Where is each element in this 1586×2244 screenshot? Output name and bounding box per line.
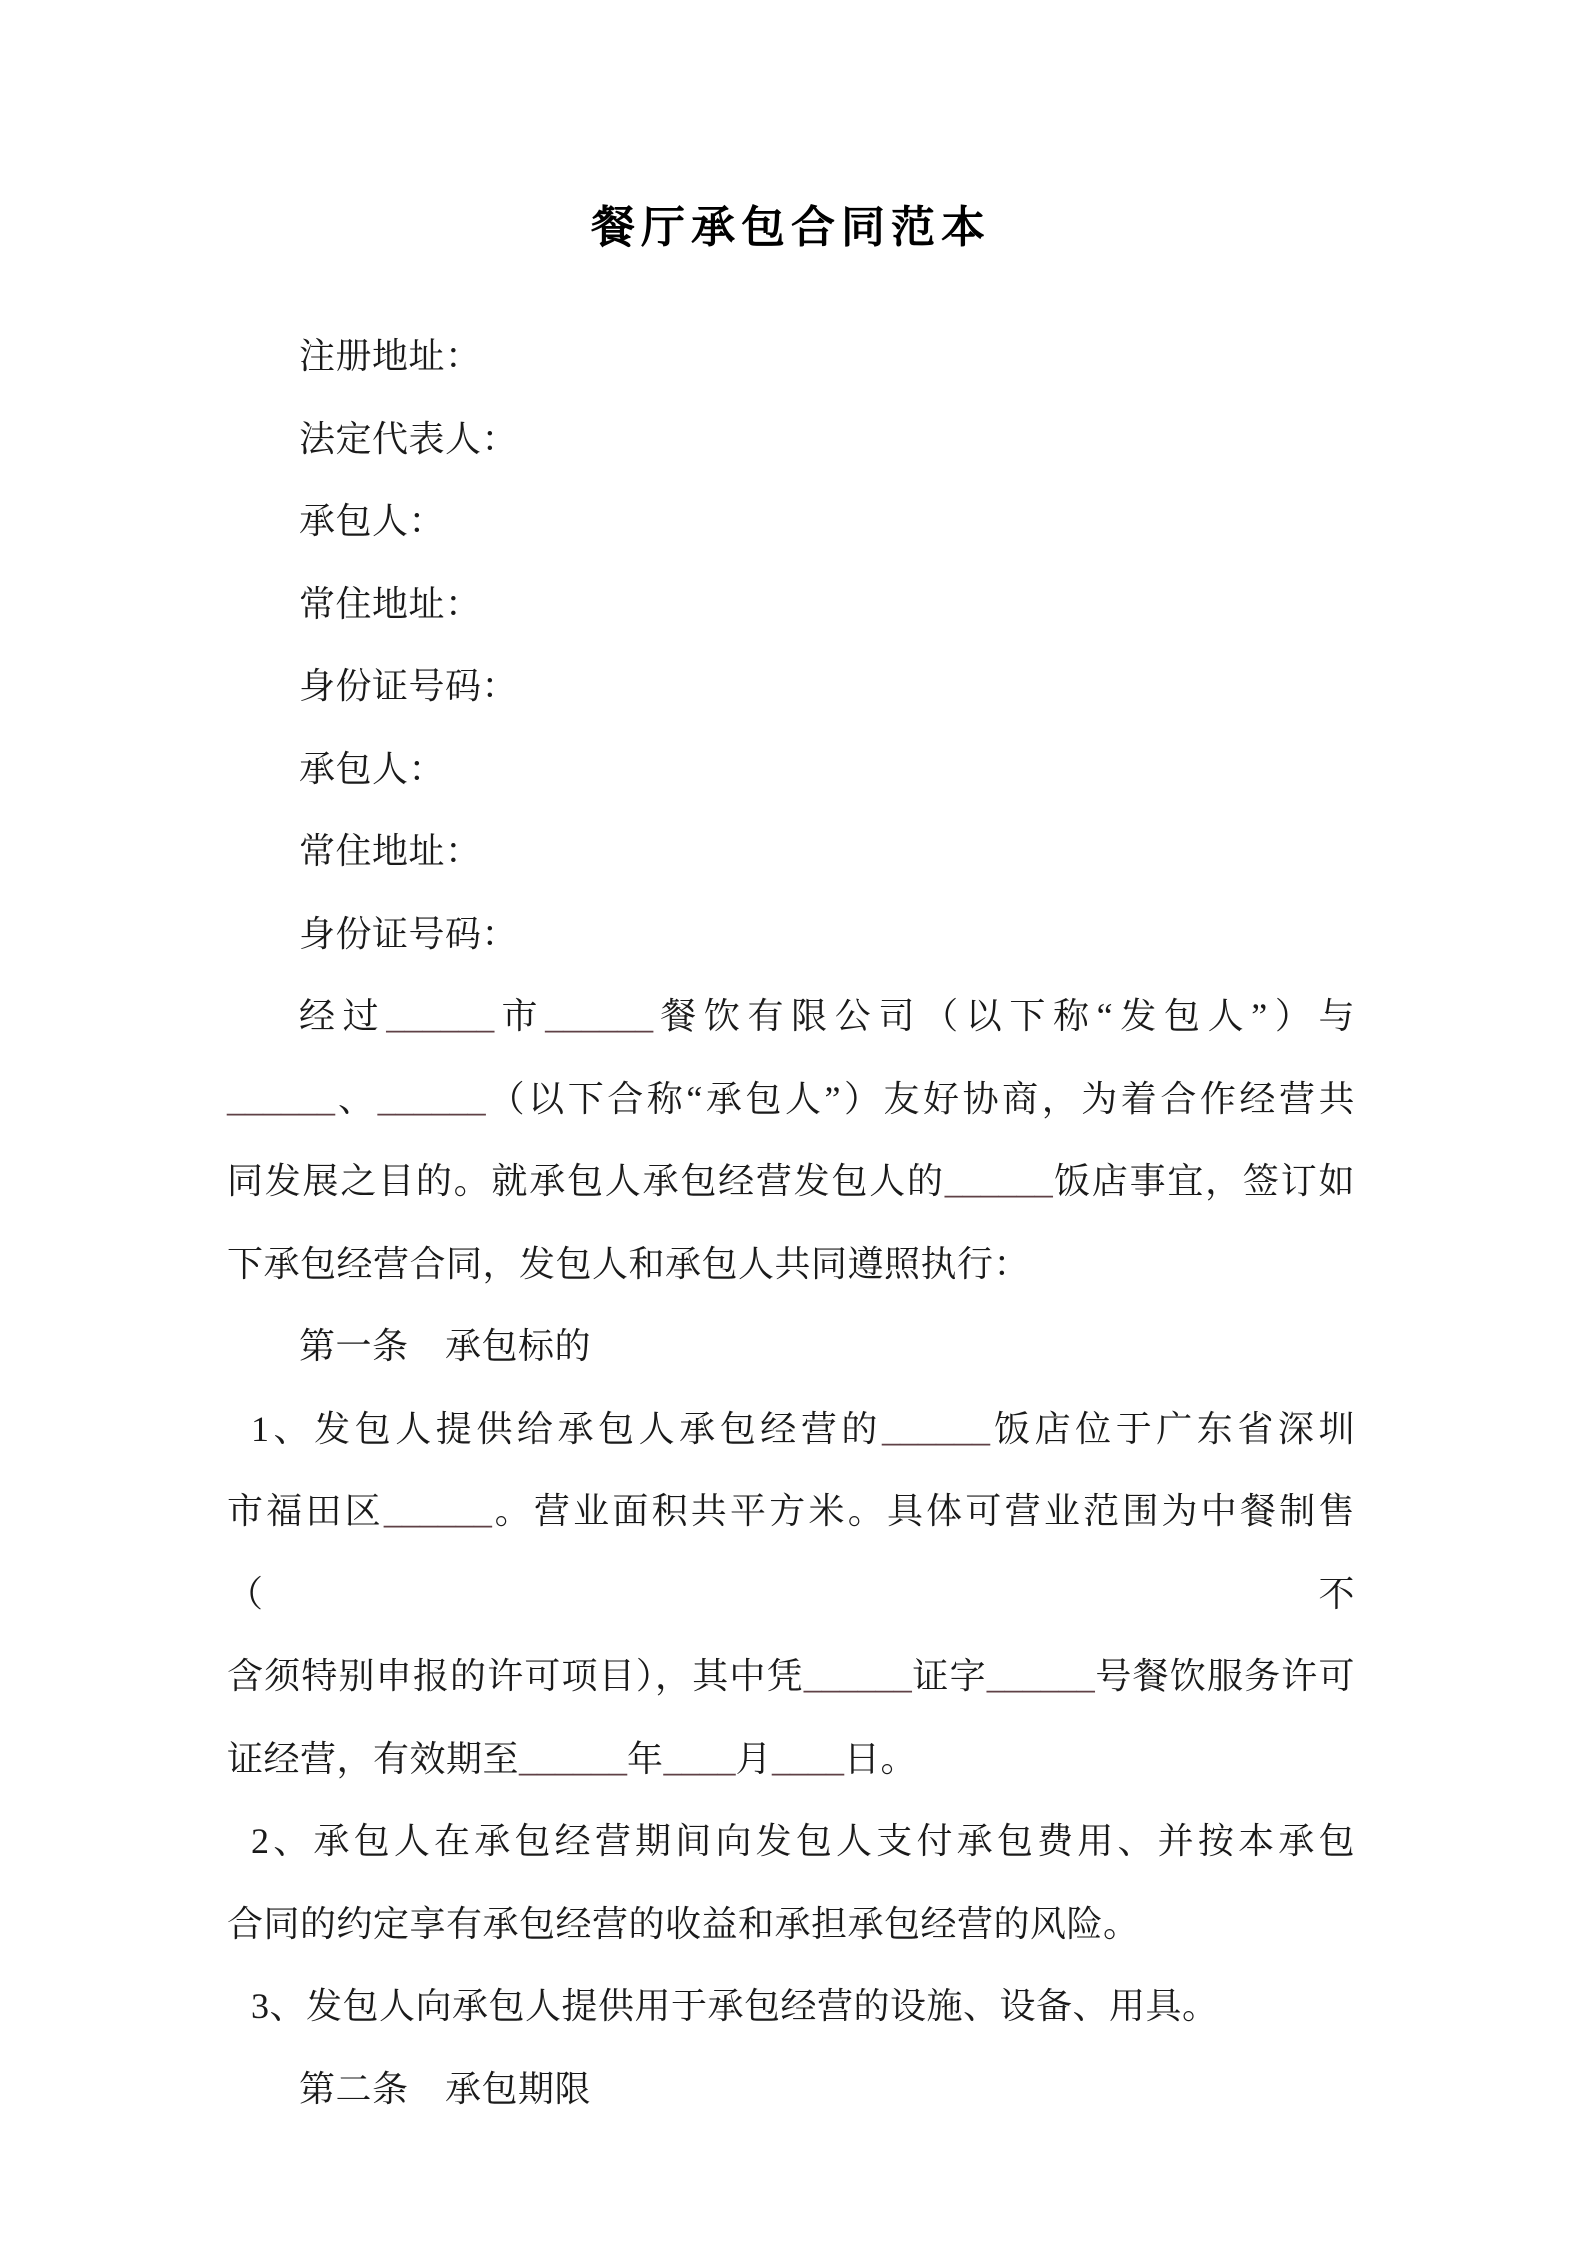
text-line: 身份证号码：	[299, 913, 519, 954]
fill-in-blank: ______	[383, 1491, 492, 1531]
fill-in-blank: ______	[377, 1078, 486, 1119]
fill-in-blank: ______	[803, 1656, 912, 1696]
text-line: 注册地址：	[299, 336, 482, 376]
fill-in-blank: ______	[519, 1738, 628, 1779]
text-line: 证经营，有效期至______年____月____日。	[227, 1738, 918, 1779]
text-line: 3、发包人向承包人提供用于承包经营的设施、设备、用具。	[251, 1986, 1219, 2026]
fill-in-blank: ______	[986, 1656, 1095, 1696]
text-line: 身份证号码：	[299, 666, 519, 706]
document-body	[227, 315, 1355, 2130]
text-line: 含须特别申报的许可项目），其中凭______证字______号餐饮服务许可	[227, 1656, 1355, 1696]
fill-in-blank: ______	[545, 996, 654, 1036]
text-line: 经过______市______餐饮有限公司（以下称“发包人”）与	[299, 996, 1355, 1036]
text-line: 第二条 承包期限	[299, 2068, 592, 2109]
text-line: 2、承包人在承包经营期间向发包人支付承包费用、并按本承包	[251, 1821, 1355, 1861]
text-line: 常住地址：	[299, 831, 482, 871]
fill-in-blank: ____	[772, 1738, 845, 1779]
text-line: 同发展之目的。就承包人承包经营发包人的______饭店事宜，签订如	[227, 1161, 1355, 1201]
fill-in-blank: ______	[227, 1078, 335, 1119]
text-line: 承包人：	[299, 748, 446, 789]
fill-in-blank: ____	[663, 1738, 736, 1779]
text-line: 常住地址：	[299, 583, 482, 624]
text-line: 第一条 承包标的	[299, 1326, 592, 1366]
text-line: 承包人：	[299, 501, 446, 541]
fill-in-blank: ______	[881, 1408, 990, 1449]
text-line: 下承包经营合同，发包人和承包人共同遵照执行：	[227, 1243, 1031, 1284]
fill-in-blank: ______	[386, 996, 495, 1036]
text-line: ______、______（以下合称“承包人”）友好协商，为着合作经营共	[227, 1078, 1355, 1119]
fill-in-blank: ______	[944, 1161, 1053, 1201]
text-line: 合同的约定享有承包经营的收益和承担承包经营的风险。	[227, 1903, 1140, 1944]
document-title: 餐厅承包合同范本	[591, 203, 991, 252]
text-line: 市福田区______。营业面积共平方米。具体可营业范围为中餐制售（不	[227, 1491, 1355, 1614]
text-line: 1、发包人提供给承包人承包经营的______饭店位于广东省深圳	[251, 1408, 1355, 1449]
text-line: 法定代表人：	[299, 418, 519, 459]
